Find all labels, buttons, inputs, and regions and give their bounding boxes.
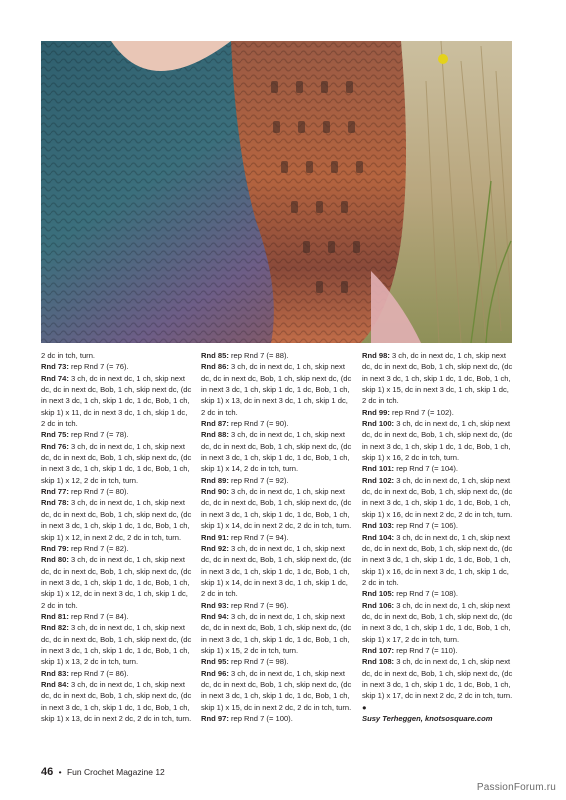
designer-signature: Susy Terheggen, knotsosquare.com xyxy=(362,714,493,723)
instruction-paragraph: Rnd 81: rep Rnd 7 (= 84). xyxy=(41,611,129,621)
page-footer xyxy=(41,766,165,778)
instruction-paragraph: Rnd 93: rep Rnd 7 (= 96). xyxy=(201,600,289,610)
instruction-paragraph: Rnd 91: rep Rnd 7 (= 94). xyxy=(201,532,289,542)
round-label: Rnd 104: xyxy=(362,532,395,542)
column-2 xyxy=(201,350,353,724)
instruction-paragraph: Rnd 78: 3 ch, dc in next dc, 1 ch, skip next dc, dc in next dc, Bob, 1 ch, skip next dc, (dc in next 3 dc, 1 ch, skip 1 dc, 1 dc, Bob, 1 ch, skip 1) x 12, in next 2 dc, 2 dc in tch, turn. xyxy=(41,498,192,542)
round-label: Rnd 105: xyxy=(362,589,395,599)
instruction-paragraph: Rnd 77: rep Rnd 7 (= 80). xyxy=(41,487,129,497)
watermark: PassionForum.ru xyxy=(476,782,556,793)
instruction-paragraph: Rnd 84: 3 ch, dc in next dc, 1 ch, skip next dc, dc in next dc, Bob, 1 ch, skip next dc, (dc in next 3 dc, 1 ch, skip 1 dc, 1 dc, Bob, 1 ch, skip 1) x 13, dc in next 2 dc, 2 dc in tch, turn. xyxy=(41,679,192,723)
instruction-paragraph: Rnd 88: 3 ch, dc in next dc, 1 ch, skip next dc, dc in next dc, Bob, 1 ch, skip next dc, (dc in next 3 dc, 1 ch, skip 1 dc, 1 dc, Bob, 1 ch, skip 1) x 14, 2 dc in tch, turn. xyxy=(201,430,352,474)
round-label: Rnd 87: xyxy=(201,419,229,429)
round-label: Rnd 86: xyxy=(201,362,229,372)
round-label: Rnd 76: xyxy=(41,441,69,451)
round-label: Rnd 92: xyxy=(201,543,229,553)
round-label: Rnd 90: xyxy=(201,487,229,497)
instruction-paragraph: Rnd 99: rep Rnd 7 (= 102). xyxy=(362,407,454,417)
page-number: 46 xyxy=(41,766,54,778)
instruction-paragraph: Rnd 86: 3 ch, dc in next dc, 1 ch, skip next dc, dc in next dc, Bob, 1 ch, skip next dc, (dc in next 3 dc, 1 ch, skip 1 dc, 1 dc, Bob, 1 ch, skip 1) x 13, dc in next 3 dc, 1 ch, skip 1 dc, 2 dc in tch. xyxy=(201,362,352,417)
round-label: Rnd 74: xyxy=(41,373,69,383)
round-label: Rnd 88: xyxy=(201,430,229,440)
magazine-title: Fun Crochet Magazine 12 xyxy=(66,767,165,777)
bullet-separator: • xyxy=(58,767,62,777)
round-label: Rnd 84: xyxy=(41,679,69,689)
instruction-paragraph: Rnd 107: rep Rnd 7 (= 110). xyxy=(362,645,458,655)
round-label: Rnd 106: xyxy=(362,600,395,610)
round-label: Rnd 108: xyxy=(362,657,395,667)
instruction-paragraph: Rnd 85: rep Rnd 7 (= 88). xyxy=(201,351,289,360)
round-label: Rnd 89: xyxy=(201,475,229,485)
round-label: Rnd 94: xyxy=(201,611,229,621)
instruction-paragraph: Rnd 89: rep Rnd 7 (= 92). xyxy=(201,475,289,485)
instruction-paragraph: Rnd 75: rep Rnd 7 (= 78). xyxy=(41,430,129,440)
round-label: Rnd 99: xyxy=(362,407,390,417)
round-label: Rnd 98: xyxy=(362,351,390,360)
instruction-paragraph: Rnd 102: 3 ch, dc in next dc, 1 ch, skip next dc, dc in next dc, Bob, 1 ch, skip next dc, (dc in next 3 dc, 1 ch, skip 1 dc, 1 dc, Bob, 1 ch, skip 1) x 16, dc in next 2 dc, 2 dc in tch, turn. xyxy=(362,475,513,519)
round-label: Rnd 73: xyxy=(41,362,69,372)
instruction-paragraph: Rnd 108: 3 ch, dc in next dc, 1 ch, skip next dc, dc in next dc, Bob, 1 ch, skip next dc, (dc in next 3 dc, 1 ch, skip 1 dc, 1 dc, Bob, 1 ch, skip 1) x 17, dc in next 2 dc, 2 dc in tch, turn. ● xyxy=(362,657,513,712)
round-label: Rnd 100: xyxy=(362,419,395,429)
instruction-paragraph: Rnd 105: rep Rnd 7 (= 108). xyxy=(362,589,459,599)
scarf-photo xyxy=(41,41,512,343)
instruction-paragraph: Rnd 95: rep Rnd 7 (= 98). xyxy=(201,657,289,667)
round-label: Rnd 95: xyxy=(201,657,229,667)
round-label: Rnd 102: xyxy=(362,475,395,485)
instruction-paragraph: 2 dc in tch, turn. xyxy=(41,351,96,360)
instruction-paragraph: Rnd 90: 3 ch, dc in next dc, 1 ch, skip next dc, dc in next dc, Bob, 1 ch, skip next dc, (dc in next 3 dc, 1 ch, skip 1 dc, 1 dc, Bob, 1 ch, skip 1) x 14, dc in next 2 dc, 2 dc in tch, turn. xyxy=(201,487,352,531)
round-label: Rnd 80: xyxy=(41,555,69,565)
round-label: Rnd 75: xyxy=(41,430,69,440)
instruction-paragraph: Rnd 87: rep Rnd 7 (= 90). xyxy=(201,419,289,429)
instruction-paragraph: Rnd 94: 3 ch, dc in next dc, 1 ch, skip next dc, dc in next dc, Bob, 1 ch, skip next dc, (dc in next 3 dc, 1 ch, skip 1 dc, 1 dc, Bob, 1 ch, skip 1) x 15, 2 dc in tch, turn. xyxy=(201,611,352,655)
instruction-paragraph: Rnd 92: 3 ch, dc in next dc, 1 ch, skip next dc, dc in next dc, Bob, 1 ch, skip next dc, (dc in next 3 dc, 1 ch, skip 1 dc, 1 dc, Bob, 1 ch, skip 1) x 14, dc in next 3 dc, 1 ch, skip 1 dc, 2 dc in tch. xyxy=(201,543,352,599)
instruction-paragraph: Rnd 101: rep Rnd 7 (= 104). xyxy=(362,464,459,474)
round-label: Rnd 82: xyxy=(41,623,69,633)
round-label: Rnd 96: xyxy=(201,668,229,678)
instruction-paragraph: Rnd 100: 3 ch, dc in next dc, 1 ch, skip next dc, dc in next dc, Bob, 1 ch, skip next dc, (dc in next 3 dc, 1 ch, skip 1 dc, 1 dc, Bob, 1 ch, skip 1) x 16, 2 dc in tch, turn. xyxy=(362,419,513,463)
column-3 xyxy=(362,350,514,724)
round-label: Rnd 101: xyxy=(362,464,395,474)
round-label: Rnd 103: xyxy=(362,521,395,531)
round-label: Rnd 79: xyxy=(41,543,69,553)
instruction-paragraph: Rnd 79: rep Rnd 7 (= 82). xyxy=(41,543,129,553)
instruction-paragraph: Rnd 104: 3 ch, dc in next dc, 1 ch, skip next dc, dc in next dc, Bob, 1 ch, skip next dc, (dc in next 3 dc, 1 ch, skip 1 dc, 1 dc, Bob, 1 ch, skip 1) x 16, dc in next 3 dc, 1 ch, skip 1 dc, 2 dc in tch. xyxy=(362,532,513,587)
round-label: Rnd 85: xyxy=(201,351,229,360)
instruction-paragraph: Rnd 80: 3 ch, dc in next dc, 1 ch, skip next dc, dc in next dc, Bob, 1 ch, skip next dc, (dc in next 3 dc, 1 ch, skip 1 dc, 1 dc, Bob, 1 ch, skip 1) x 12, dc in next 3 dc, 1 ch, skip 1 dc, 2 dc in tch. xyxy=(41,555,192,610)
instruction-paragraph: Rnd 82: 3 ch, dc in next dc, 1 ch, skip next dc, dc in next dc, Bob, 1 ch, skip next dc, (dc in next 3 dc, 1 ch, skip 1 dc, 1 dc, Bob, 1 ch, skip 1) x 13, 2 dc in tch, turn. xyxy=(41,623,192,667)
instruction-paragraph: Rnd 97: rep Rnd 7 (= 100). xyxy=(201,714,293,723)
round-label: Rnd 83: xyxy=(41,668,69,678)
instruction-paragraph: Rnd 106: 3 ch, dc in next dc, 1 ch, skip next dc, dc in next dc, Bob, 1 ch, skip next dc, (dc in next 3 dc, 1 ch, skip 1 dc, 1 dc, Bob, 1 ch, skip 1) x 17, 2 dc in tch, turn. xyxy=(362,600,513,644)
instruction-paragraph: Rnd 103: rep Rnd 7 (= 106). xyxy=(362,521,459,531)
column-1 xyxy=(41,350,193,724)
round-label: Rnd 93: xyxy=(201,600,229,610)
round-label: Rnd 77: xyxy=(41,487,69,497)
round-label: Rnd 97: xyxy=(201,714,229,723)
instruction-paragraph: Rnd 76: 3 ch, dc in next dc, 1 ch, skip next dc, dc in next dc, Bob, 1 ch, skip next dc, (dc in next 3 dc, 1 ch, skip 1 dc, 1 dc, Bob, 1 ch, skip 1) x 12, 2 dc in tch, turn. xyxy=(41,441,192,485)
round-label: Rnd 91: xyxy=(201,532,229,542)
instruction-paragraph: Rnd 74: 3 ch, dc in next dc, 1 ch, skip next dc, dc in next dc, Bob, 1 ch, skip next dc, (dc in next 3 dc, 1 ch, skip 1 dc, 1 dc, Bob, 1 ch, skip 1) x 11, dc in next 3 dc, 1 ch, skip 1 dc, 2 dc in tch. xyxy=(41,373,192,429)
round-label: Rnd 81: xyxy=(41,611,69,621)
instruction-paragraph: Rnd 83: rep Rnd 7 (= 86). xyxy=(41,668,129,678)
instruction-paragraph: Rnd 98: 3 ch, dc in next dc, 1 ch, skip next dc, dc in next dc, Bob, 1 ch, skip next dc, (dc in next 3 dc, 1 ch, skip 1 dc, 1 dc, Bob, 1 ch, skip 1) x 15, dc in next 3 dc, 1 ch, skip 1 dc, 2 dc in tch. xyxy=(362,351,513,406)
instruction-paragraph: Rnd 73: rep Rnd 7 (= 76). xyxy=(41,362,129,372)
round-label: Rnd 78: xyxy=(41,498,69,508)
scarf-illustration xyxy=(41,41,512,343)
round-label: Rnd 107: xyxy=(362,645,395,655)
instruction-paragraph: Rnd 96: 3 ch, dc in next dc, 1 ch, skip next dc, dc in next dc, Bob, 1 ch, skip next dc, (dc in next 3 dc, 1 ch, skip 1 dc, 1 dc, Bob, 1 ch, skip 1) x 15, dc in next 2 dc, 2 dc in tch, turn. xyxy=(201,668,352,712)
